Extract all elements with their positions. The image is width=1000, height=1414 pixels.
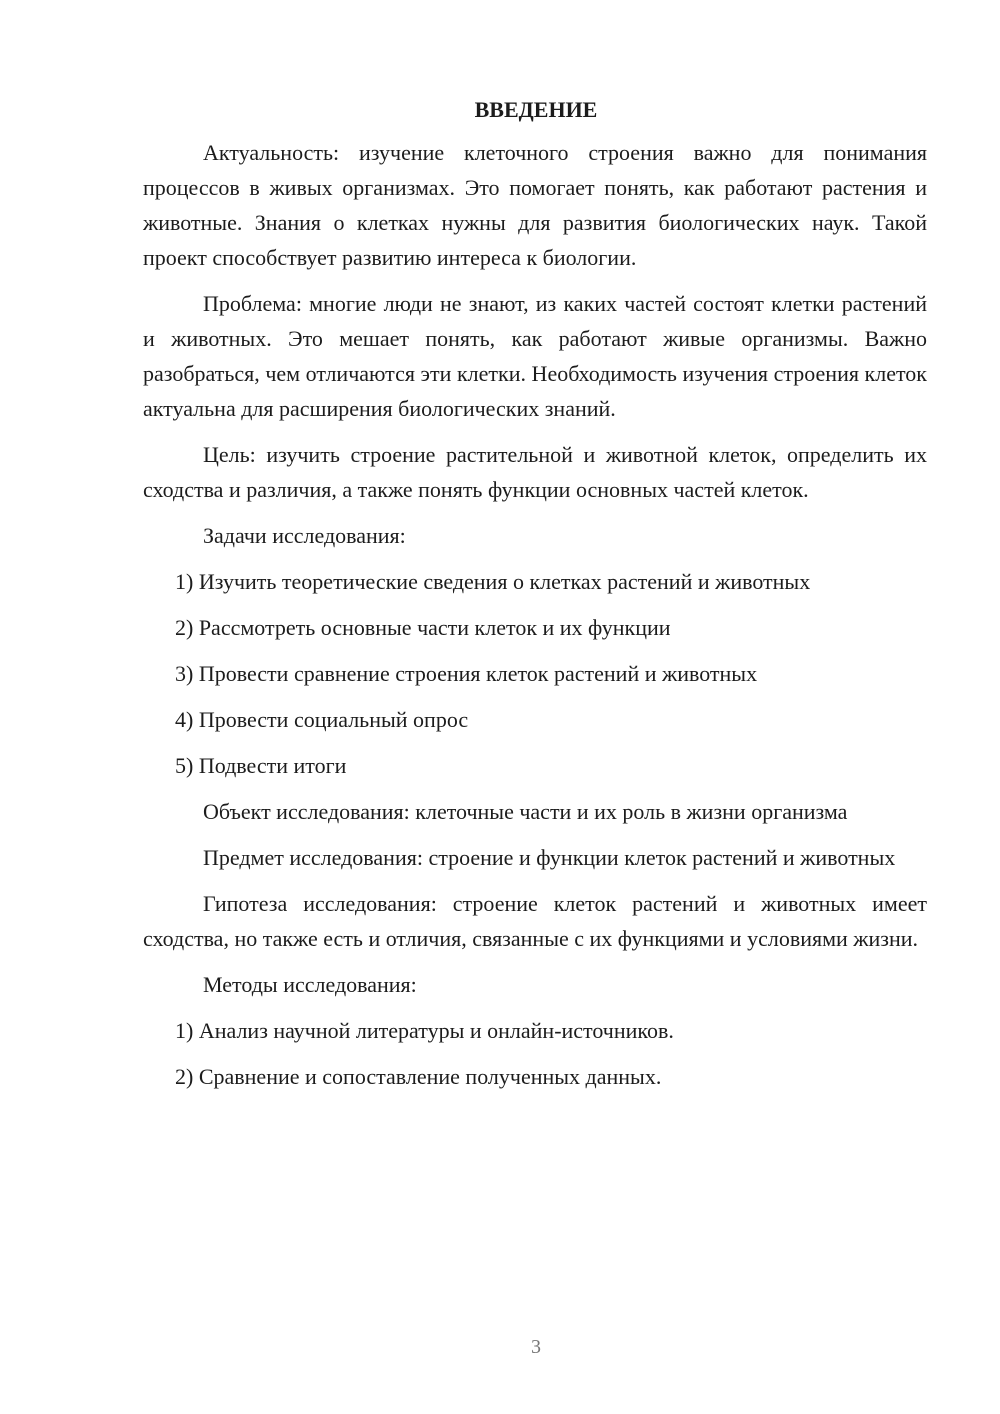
object-paragraph: Объект исследования: клеточные части и их роль в жизни организма <box>203 799 848 824</box>
task-item: 2) Рассмотреть основные части клеток и их функции <box>175 615 671 640</box>
problem-paragraph: Проблема: многие люди не знают, из каких частей состоят клетки растений и животных. Это мешает понять, как работают живые организмы. Важно разобраться, чем отличаются эти клетки. Необходимость изучения строения клеток актуальна для расширения биологических знаний. <box>143 291 927 421</box>
hypothesis-paragraph: Гипотеза исследования: строение клеток растений и животных имеет сходства, но также есть и отличия, связанные с их функциями и условиями жизни. <box>143 891 927 951</box>
methods-label: Методы исследования: <box>203 972 417 997</box>
subject-paragraph: Предмет исследования: строение и функции клеток растений и животных <box>203 845 896 870</box>
task-item: 1) Изучить теоретические сведения о клетках растений и животных <box>175 569 811 594</box>
method-item: 1) Анализ научной литературы и онлайн-источников. <box>175 1018 674 1043</box>
tasks-label: Задачи исследования: <box>203 523 406 548</box>
goal-paragraph: Цель: изучить строение растительной и животной клеток, определить их сходства и различия, а также понять функции основных частей клеток. <box>143 442 927 502</box>
task-item: 3) Провести сравнение строения клеток растений и животных <box>175 661 758 686</box>
task-item: 5) Подвести итоги <box>175 753 347 778</box>
page-number: 3 <box>531 1336 541 1358</box>
method-item: 2) Сравнение и сопоставление полученных данных. <box>175 1064 662 1089</box>
page-content <box>143 96 927 1105</box>
section-title: ВВЕДЕНИЕ <box>474 97 598 122</box>
relevance-paragraph: Актуальность: изучение клеточного строения важно для понимания процессов в живых организмах. Это помогает понять, как работают растения и животные. Знания о клетках нужны для развития биологических наук. Такой проект способствует развитию интереса к биологии. <box>143 140 927 270</box>
task-item: 4) Провести социальный опрос <box>175 707 469 732</box>
